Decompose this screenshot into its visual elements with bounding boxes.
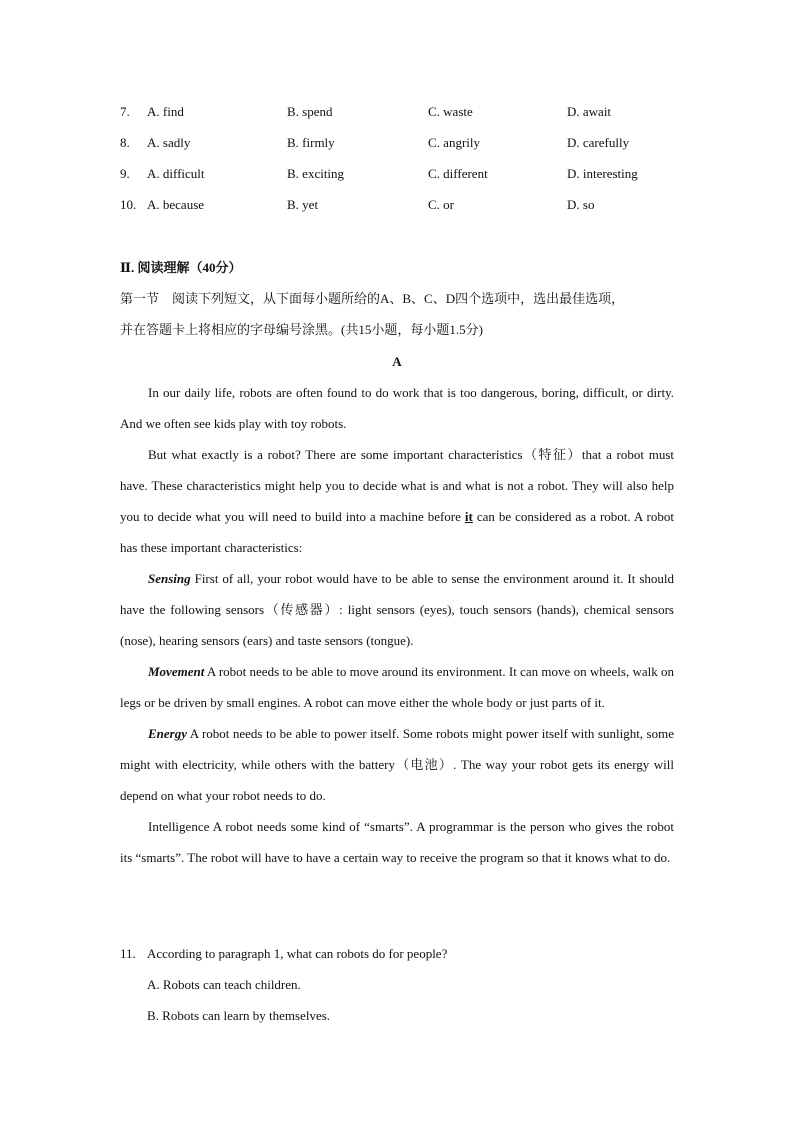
choice-c: C. different — [428, 166, 488, 181]
sensing-text: First of all, your robot would have to be able to sense the environment around it. It should have the following sensors（传感器）: light sensors (eyes), touch sensors (hands), chemical sensors (nose), hearing sensors (ears) and taste sensors (tongue). — [120, 571, 674, 648]
question-number: 7. — [120, 104, 130, 119]
movement-heading: Movement — [148, 664, 205, 679]
energy-heading: Energy — [148, 726, 187, 741]
question-number: 11. — [120, 946, 136, 961]
choice-a: A. because — [147, 197, 205, 212]
paragraph-movement — [120, 656, 674, 718]
sensing-heading: Sensing — [148, 571, 191, 586]
paragraph-intelligence — [120, 811, 674, 873]
movement-text: A robot needs to be able to move around its environment. It can move on wheels, walk on legs or be driven by small engines. A robot can move either the whole body or just parts of it. — [120, 664, 674, 710]
choice-b: B. yet — [287, 197, 319, 212]
paragraph-1: In our daily life, robots are often found to do work that is too dangerous, boring, difficult, or dirty. And we often see kids play with toy robots. — [120, 385, 674, 431]
intelligence-heading: Intelligence — [148, 819, 210, 834]
question-11-choice-a: A. Robots can teach children. — [147, 977, 301, 992]
energy-text: A robot needs to be able to power itself. Some robots might power itself with sunlight, some might with electricity, while others with the battery（电池）. The way your robot gets its energy will depend on what your robot needs to do. — [120, 726, 674, 803]
choice-d: D. interesting — [567, 166, 638, 181]
paragraph-sensing — [120, 563, 674, 656]
passage-label: A — [392, 354, 402, 369]
choice-d: D. await — [567, 104, 612, 119]
intelligence-text: A robot needs some kind of “smarts”. A programmar is the person who gives the robot its “smarts”. The robot will have to have a certain way to receive the program so that it knows what to do. — [120, 819, 674, 865]
paragraph-2-text-a: But what exactly is a robot? There are some important characteristics（特征）that a robot must have. These characteristics might help you to decide what is and what is not a robot. They will also help you to decide what you will need to build into a machine before — [120, 447, 674, 524]
option-row-9 — [120, 164, 680, 184]
question-11-choice-b: B. Robots can learn by themselves. — [147, 1008, 331, 1023]
paragraph-2-text-b: can be considered as a robot. A robot has these important characteristics: — [120, 509, 674, 555]
choice-d: D. carefully — [567, 135, 630, 150]
choice-c: C. angrily — [428, 135, 480, 150]
option-row-7 — [120, 102, 680, 122]
choice-a: A. find — [147, 104, 184, 119]
section-title: Ⅱ. 阅读理解（40分） — [120, 260, 242, 275]
paragraph-2 — [120, 439, 674, 563]
instruction-line-2: 并在答题卡上将相应的字母编号涂黑。(共15小题，每小题1.5分) — [120, 322, 483, 337]
option-row-8 — [120, 133, 680, 153]
option-row-10 — [120, 195, 680, 215]
underlined-word: it — [464, 509, 473, 524]
choice-a: A. difficult — [147, 166, 205, 181]
question-text: According to paragraph 1, what can robots do for people? — [147, 946, 448, 961]
choice-b: B. exciting — [287, 166, 345, 181]
question-11 — [120, 944, 447, 964]
question-number: 9. — [120, 166, 130, 181]
choice-d: D. so — [567, 197, 595, 212]
choice-c: C. or — [428, 197, 454, 212]
question-number: 8. — [120, 135, 130, 150]
choice-c: C. waste — [428, 104, 473, 119]
choice-b: B. spend — [287, 104, 333, 119]
paragraph-energy — [120, 718, 674, 811]
passage-body — [120, 377, 674, 873]
choice-b: B. firmly — [287, 135, 335, 150]
instruction-line-1: 第一节 阅读下列短文，从下面每小题所给的A、B、C、D四个选项中，选出最佳选项， — [120, 291, 625, 306]
question-number: 10. — [120, 197, 137, 212]
choice-a: A. sadly — [147, 135, 191, 150]
